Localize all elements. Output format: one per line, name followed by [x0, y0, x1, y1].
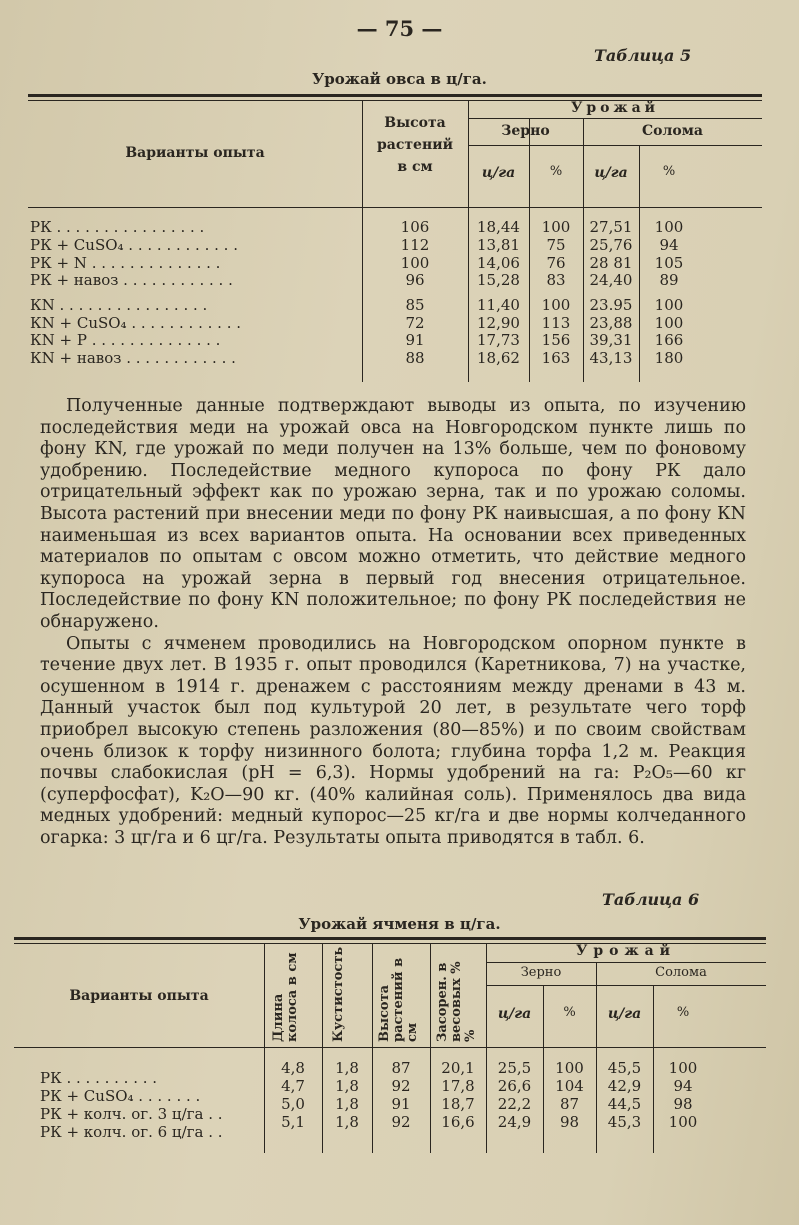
paragraph-2: Опыты с ячменем проводились на Новгородском опорном пункте в течение двух лет. В 1935 г. опыт проводился (Каретникова, 7) на участке, осушенном в 1914 г. дренажем с расстояниям между дренами в 43 м. Данный участок был под культурой 20 лет, в результате чего торф приобрел высокую степень разложения (80—85%) и по своим свойствам очень близок к торфу низинного болота; глубина торфа 1,2 м. Реакция почвы слабокислая (pH = 6,3). Нормы удобрений на га: P₂O₅—60 кг (суперфосфат), K₂O—90 кг. (40% калийная соль). Применялось два вида медных удобрений: медный купорос—25 кг/га и две нормы колчеданного огарка: 3 цг/га и 6 цг/га. Результаты опыта приводятся в табл. 6. [40, 633, 746, 848]
row-straw-pct: 98 [673, 1095, 693, 1113]
row-height: 72 [405, 314, 425, 332]
row-grain-pct: 98 [559, 1113, 580, 1131]
table5-unit-grain: ц/га [481, 165, 516, 181]
row-length: 5,1 [281, 1113, 305, 1131]
row-straw: 25,76 [589, 236, 633, 254]
row-grain-pct: 100 [541, 218, 571, 236]
row-bush: 1,8 [335, 1113, 359, 1131]
row-straw: 23,88 [589, 314, 633, 332]
table6-header-straw: Солома [655, 965, 707, 980]
row-length: 4,7 [281, 1077, 305, 1095]
row-height: 100 [400, 254, 430, 272]
row-straw: 45,5 [607, 1059, 642, 1077]
row-variant: КN + CuSO₄ . . . . . . . . . . . . [30, 314, 241, 332]
row-height: 91 [391, 1095, 411, 1113]
row-straw: 24,40 [589, 271, 633, 289]
row-grain: 11,40 [477, 296, 520, 314]
row-grain: 24,9 [497, 1113, 532, 1131]
row-grain: 18,44 [477, 218, 520, 236]
table6-unit-straw: ц/га [607, 1006, 642, 1022]
table5-header-height: Высота растений в см [377, 115, 453, 175]
row-grain: 17,73 [477, 331, 520, 349]
row-grain-pct: 83 [546, 271, 566, 289]
row-variant: РК . . . . . . . . . . [40, 1069, 158, 1087]
row-grain-pct: 113 [541, 314, 571, 332]
table5-header-straw: Солома [642, 123, 703, 139]
row-length: 4,8 [281, 1059, 305, 1077]
table6-pct-grain: % [563, 1005, 576, 1020]
row-height: 106 [400, 218, 430, 236]
row-grain: 14,06 [477, 254, 520, 272]
body-text [40, 396, 746, 849]
row-straw-pct: 100 [654, 218, 684, 236]
paragraph-1: Полученные данные подтверждают выводы из опыта, по изучению последействия меди на урожай овса на Новгородском пункте лишь по фону КN, где урожай по меди получен на 13% больше, чем по фоновому удобрению. Последействие медного купороса по фону РК дало отрицательный эффект как по урожаю зерна, так и по урожаю соломы. Высота растений при внесении меди по фону РК наивысшая, а по фону КN наименьшая из всех вариантов опыта. На основании всех приведенных материалов по опытам с овсом можно отметить, что действие медного купороса на урожай зерна в первый год внесения отрицательное. Последействие по фону КN положительное; по фону РК последействия не обнаружено. [40, 396, 746, 632]
row-grain-pct: 100 [555, 1059, 584, 1077]
row-weed: 17,8 [441, 1077, 475, 1095]
table5-header-yield: Урожай [570, 100, 660, 116]
table5-header-variants: Варианты опыта [125, 145, 265, 161]
table5-caption: Урожай овса в ц/га. [312, 70, 487, 88]
row-straw-pct: 100 [654, 296, 684, 314]
row-variant: КN . . . . . . . . . . . . . . . . [30, 296, 208, 314]
table6-header-yield: Урожай [575, 943, 677, 959]
row-variant: РК + навоз . . . . . . . . . . . . [30, 271, 233, 289]
row-straw: 42,9 [607, 1077, 642, 1095]
table6-caption: Урожай ячменя в ц/га. [298, 915, 501, 933]
row-weed: 20,1 [441, 1059, 475, 1077]
row-variant: КN + навоз . . . . . . . . . . . . [30, 349, 236, 367]
row-grain-pct: 104 [555, 1077, 584, 1095]
row-straw: 39,31 [589, 331, 633, 349]
row-variant: РК + колч. ог. 3 ц/га . . [40, 1105, 223, 1123]
row-straw-pct: 94 [673, 1077, 693, 1095]
row-height: 112 [400, 236, 430, 254]
row-height: 85 [405, 296, 425, 314]
row-variant: КN + P . . . . . . . . . . . . . . [30, 331, 221, 349]
table5-pct-straw: % [662, 164, 676, 179]
row-height: 92 [391, 1113, 411, 1131]
row-height: 88 [405, 349, 425, 367]
row-straw: 44,5 [607, 1095, 642, 1113]
row-straw-pct: 100 [654, 314, 684, 332]
row-straw-pct: 94 [659, 236, 679, 254]
row-straw-pct: 166 [654, 331, 684, 349]
row-variant: РК + колч. ог. 6 ц/га . . [40, 1123, 223, 1141]
table6-header-weed: Засорен. в весовых % % [435, 961, 478, 1042]
row-variant: РК . . . . . . . . . . . . . . . . [30, 218, 205, 236]
row-variant: РК + CuSO₄ . . . . . . . . . . . . [30, 236, 238, 254]
row-grain: 18,62 [477, 349, 520, 367]
table6-pct-straw: % [676, 1005, 690, 1020]
row-straw: 28 81 [589, 254, 633, 272]
row-grain-pct: 87 [559, 1095, 580, 1113]
row-bush: 1,8 [335, 1077, 359, 1095]
table6-header-bush: Кустистость [331, 946, 346, 1042]
row-grain: 25,5 [497, 1059, 532, 1077]
row-straw-pct: 100 [668, 1113, 698, 1131]
row-straw-pct: 100 [668, 1059, 698, 1077]
table5-label: Таблица 5 [594, 46, 692, 65]
row-bush: 1,8 [335, 1095, 359, 1113]
row-weed: 16,6 [441, 1113, 475, 1131]
row-grain: 15,28 [477, 271, 520, 289]
row-grain-pct: 100 [541, 296, 571, 314]
row-variant: РК + CuSO₄ . . . . . . . [40, 1087, 201, 1105]
row-straw: 27,51 [589, 218, 633, 236]
row-grain: 13,81 [477, 236, 520, 254]
row-height: 96 [405, 271, 425, 289]
row-grain: 12,90 [477, 314, 520, 332]
table6-header-length: Длина колоса в см [271, 952, 300, 1042]
page-number: — 75 — [356, 16, 443, 41]
table6-header-grain: Зерно [520, 965, 562, 980]
row-height: 87 [391, 1059, 411, 1077]
row-straw: 23.95 [589, 296, 633, 314]
row-grain-pct: 75 [546, 236, 566, 254]
table5-pct-grain: % [549, 164, 563, 179]
row-straw: 43,13 [589, 349, 633, 367]
row-bush: 1,8 [335, 1059, 359, 1077]
row-straw-pct: 105 [654, 254, 684, 272]
row-grain: 26,6 [497, 1077, 532, 1095]
table5-unit-straw: ц/га [594, 165, 628, 181]
row-grain: 22,2 [497, 1095, 532, 1113]
row-straw-pct: 89 [659, 271, 679, 289]
row-weed: 18,7 [441, 1095, 475, 1113]
row-height: 91 [405, 331, 425, 349]
table6-header-variants: Варианты опыта [69, 988, 209, 1004]
table6-unit-grain: ц/га [497, 1006, 532, 1022]
table6-header-height: Высота растений в см [377, 957, 420, 1042]
row-grain-pct: 76 [546, 254, 566, 272]
row-grain-pct: 163 [541, 349, 571, 367]
row-height: 92 [391, 1077, 411, 1095]
row-straw-pct: 180 [654, 349, 684, 367]
row-grain-pct: 156 [541, 331, 571, 349]
row-length: 5,0 [281, 1095, 305, 1113]
row-straw: 45,3 [607, 1113, 642, 1131]
table6-label: Таблица 6 [602, 890, 700, 909]
table5-header-grain: Зерно [501, 123, 550, 139]
row-variant: РК + N . . . . . . . . . . . . . . [30, 254, 221, 272]
